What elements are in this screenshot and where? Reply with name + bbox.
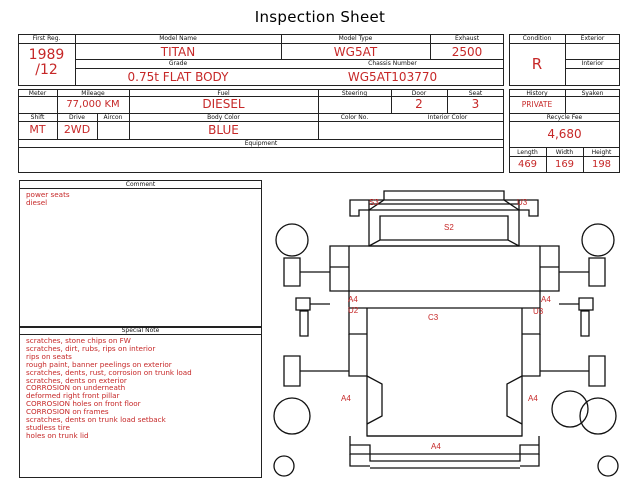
seat-value: 3 <box>471 97 480 111</box>
exhaust-value: 2500 <box>451 45 483 59</box>
special-note-item: studless tire <box>26 422 70 432</box>
interior-color-label: Interior Color <box>427 114 468 121</box>
damage-mark-a4-bottom: A4 <box>431 442 441 451</box>
damage-mark-a4-right: A4 <box>541 295 551 304</box>
condition-label: Condition <box>522 35 552 42</box>
comment-label: Comment <box>125 181 156 188</box>
drive-label: Drive <box>69 114 85 121</box>
damage-mark-u3-right: U3 <box>533 307 544 316</box>
mileage-value: 77,000 KM <box>66 99 120 110</box>
damage-mark-a4-left: A4 <box>348 295 358 304</box>
wheel-rear-right <box>582 224 614 256</box>
seat-label: Seat <box>468 90 483 97</box>
body-color-value: BLUE <box>208 123 239 137</box>
truck-damage-diagram <box>270 186 620 478</box>
mileage-label: Mileage <box>81 90 105 97</box>
wheel-rear-left <box>276 224 308 256</box>
first-reg-year: 1989 <box>28 47 65 63</box>
history-value: PRIVATE <box>521 100 553 109</box>
interior-label: Interior <box>581 60 604 67</box>
exterior-label: Exterior <box>580 35 605 42</box>
special-note-item: deformed right front pillar <box>26 391 120 401</box>
wheel-bottom-left <box>274 456 294 476</box>
meter-label: Meter <box>28 90 47 97</box>
equipment-label: Equipment <box>244 140 278 147</box>
model-name-label: Model Name <box>159 35 197 42</box>
fuel-label: Fuel <box>217 90 230 97</box>
first-reg-label: First Reg. <box>32 35 61 42</box>
width-value: 169 <box>554 159 575 170</box>
drive-value: 2WD <box>63 123 91 136</box>
special-note-item: CORROSION on frames <box>26 407 109 417</box>
height-label: Height <box>591 149 612 156</box>
recycle-fee-value: 4,680 <box>547 127 582 141</box>
exhaust-label: Exhaust <box>454 35 480 42</box>
front-bumper-outline <box>350 436 539 454</box>
damage-mark-u3-top: U3 <box>517 198 528 207</box>
comment-item: power seats <box>26 190 70 199</box>
special-note-item: scratches, dents on exterior <box>26 375 127 385</box>
special-note-item: scratches, dents on trunk load setback <box>26 415 166 425</box>
chassis-number-label: Chassis Number <box>368 60 417 67</box>
shift-value: MT <box>29 123 46 136</box>
height-value: 198 <box>591 159 612 170</box>
condition-grade: R <box>531 55 543 73</box>
model-name-value: TITAN <box>160 45 196 59</box>
history-label: History <box>526 90 548 97</box>
model-type-value: WG5AT <box>333 45 378 59</box>
special-note-item: rough paint, banner peelings on exterior <box>26 359 172 369</box>
wheel-front-left <box>274 398 310 434</box>
steering-label: Steering <box>341 90 368 97</box>
comment-list <box>26 191 70 207</box>
fuel-value: DIESEL <box>202 97 245 111</box>
body-outline <box>330 246 559 291</box>
length-label: Length <box>517 149 538 156</box>
grade-value: 0.75t FLAT BODY <box>127 70 229 84</box>
damage-mark-c3: C3 <box>428 313 439 322</box>
wheel-front-right <box>580 398 616 434</box>
damage-mark-a4-rear-left: A4 <box>341 394 351 403</box>
door-label: Door <box>411 90 427 97</box>
model-type-label: Model Type <box>338 35 373 42</box>
special-note-item: holes on trunk lid <box>26 430 89 440</box>
special-note-item: CORROSION holes on front floor <box>26 399 141 409</box>
wheel-right-side <box>552 391 588 427</box>
body-color-label: Body Color <box>207 114 240 121</box>
special-note-list <box>26 337 192 440</box>
damage-mark-a4-rear-right: A4 <box>528 394 538 403</box>
special-note-label: Special Note <box>121 327 160 334</box>
special-note-item: scratches, dirt, rubs, rips on interior <box>26 343 156 353</box>
door-value: 2 <box>415 97 423 111</box>
special-note-item: scratches, stone chips on FW <box>26 336 131 345</box>
length-value: 469 <box>517 159 538 170</box>
damage-mark-s3: S3 <box>369 198 379 207</box>
chassis-number-value: WG5AT103770 <box>347 70 438 84</box>
comment-item: diesel <box>26 197 48 207</box>
sheet-title: Inspection Sheet <box>254 8 386 26</box>
width-label: Width <box>555 149 574 156</box>
first-reg-month: /12 <box>35 62 58 78</box>
damage-mark-s2: S2 <box>444 223 454 232</box>
special-note-item: CORROSION on underneath <box>26 383 126 393</box>
recycle-fee-label: Recycle Fee <box>546 114 583 121</box>
color-no-label: Color No. <box>340 114 369 121</box>
wheel-bottom-right <box>598 456 618 476</box>
syaken-label: Syaken <box>581 90 604 97</box>
damage-mark-u2: U2 <box>348 306 359 315</box>
grade-label: Grade <box>168 60 188 67</box>
aircon-label: Aircon <box>103 114 123 121</box>
shift-label: Shift <box>30 114 45 121</box>
special-note-item: rips on seats <box>26 351 72 361</box>
special-note-item: scratches, dents, rust, corrosion on trunk load <box>26 367 192 377</box>
